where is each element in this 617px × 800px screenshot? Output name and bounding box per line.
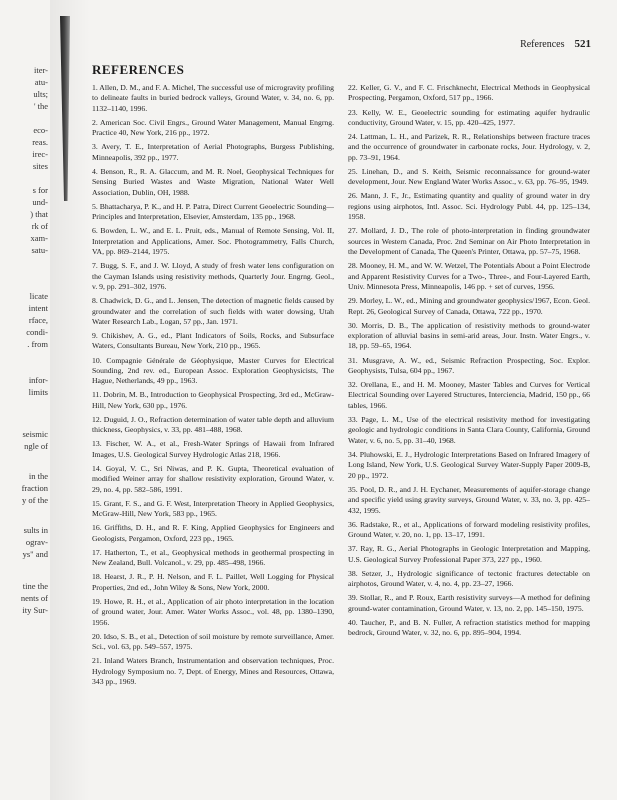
reference-entry: 28. Mooney, H. M., and W. W. Wetzel, The Potentials About a Point Electrode and Apparent Resistivity Curves for a Two-, Three-, and Four-Layered Earth, Univ. Minnesota Press, Minneapolis, 146 pp. + set of curves, 1956. [348,261,590,292]
reference-entry: 34. Pluhowski, E. J., Hydrologic Interpretations Based on Infrared Imagery of Long Island, New York, U.S. Geological Survey Water-Supply Paper 2009-B, 20 pp., 1972. [348,449,590,480]
reference-entry: 25. Linehan, D., and S. Keith, Seismic reconnaissance for ground-water development, Jour. New England Water Works Assoc., v. 63, pp. 76–95, 1949. [348,166,590,187]
gutter-shadow [50,0,90,800]
facing-page-fragment: rface, [28,315,48,325]
facing-page-fragment: ys" and [22,549,48,559]
reference-entry: 30. Morris, D. B., The application of resistivity methods to ground-water exploration of alluvial basins in semi-arid areas, Jour. Instn. Water Engrs., v. 18, pp. 59–65, 1964. [348,320,590,351]
reference-entry: 2. American Soc. Civil Engrs., Ground Water Management, Manual Engrng. Practice 40, New York, 216 pp., 1972. [92,117,334,138]
reference-entry: 10. Compagnie Générale de Géophysique, Master Curves for Electrical Sounding, 2nd rev. ed., European Assoc. Exploration Geophysicists, The Hague, Netherlands, 49 pp., 1963. [92,355,334,386]
reference-entry: 29. Morley, L. W., ed., Mining and groundwater geophysics/1967, Econ. Geol. Rept. 26, Geological Survey of Canada, Ottawa, 722 pp., 1970. [348,296,590,316]
reference-entry: 1. Allen, D. M., and F. A. Michel, The successful use of microgravity profiling to delineate faults in buried bedrock valleys, Ground Water, v. 34, no. 6, pp. 1132–1140, 1996. [92,83,334,113]
section-title: REFERENCES [92,62,185,77]
reference-entry: 33. Page, L. M., Use of the electrical resistivity method for investigating geologic and hydrologic conditions in Santa Clara County, California, Ground Water, v. 6, no. 5, pp. 31–40, 1968. [348,414,590,445]
facing-page-fragment: atu- [34,77,48,87]
facing-page-fragment: nents of [20,593,48,603]
reference-entry: 20. Idso, S. B., et al., Detection of soil moisture by remote surveillance, Amer. Sci., vol. 63, pp. 549–557, 1975. [92,631,334,652]
reference-entry: 17. Hatherton, T., et al., Geophysical methods in geothermal prospecting in New Zealand, Bull. Volcanol., v. 29, pp. 485–498, 1966. [92,547,334,568]
reference-entry: 21. Inland Waters Branch, Instrumentation and observation techniques, Proc. Hydrology Symposium no. 7, Dept. of Energy, Mines and Resources, Ottawa, 343 pp., 1969. [92,656,334,687]
reference-entry: 5. Bhattacharya, P. K., and H. P. Patra, Direct Current Geoelectric Sounding—Principles and Interpretation, Elsevier, Amsterdam, 135 pp., 1968. [92,201,334,222]
reference-entry: 9. Chikishev, A. G., ed., Plant Indicators of Soils, Rocks, and Subsurface Waters, Consultants Bureau, New York, 210 pp., 1965. [92,331,334,351]
reference-entry: 23. Kelly, W. E., Geoelectric sounding for estimating aquifer hydraulic conductivity, Ground Water, v. 15, pp. 420–425, 1977. [348,107,590,127]
facing-page-fragment: ngle of [24,441,48,451]
reference-entry: 39. Stollar, R., and P. Roux, Earth resistivity surveys—A method for defining ground-water contamination, Ground Water, v. 13, no. 2, pp. 145–150, 1975. [348,593,590,613]
facing-page-fragment: satu- [31,245,48,255]
facing-page-fragment: s for [32,185,48,195]
references-column-right [348,83,590,642]
reference-entry: 19. Howe, R. H., et al., Application of air photo interpretation in the location of ground water, Jour. Amer. Water Works Assoc., vol. 48, pp. 1380–1390, 1956. [92,596,334,627]
facing-page-fragment: ' the [33,101,48,111]
facing-page-fragment: eco- [33,125,48,135]
running-header [520,38,591,50]
facing-page-fragment: fraction [21,483,48,493]
reference-entry: 7. Bugg, S. F., and J. W. Lloyd, A study of fresh water lens configuration on the Cayman Islands using resistivity methods, Quarterly Jour. Engrng. Geol., v. 9, pp. 291–302, 1976. [92,261,334,292]
facing-page-fragment: reas. [32,137,48,147]
reference-entry: 27. Mollard, J. D., The role of photo-interpretation in finding groundwater sources in Western Canada, Proc. 2nd Seminar on Air Photo Interpretation in the Development of Canada, The Queen's Printer, Ottawa, pp. 57–75, 1968. [348,226,590,257]
facing-page-fragment: und- [32,197,48,207]
facing-page-fragment: iter- [34,65,48,75]
reference-entry: 35. Pool, D. R., and J. H. Eychaner, Measurements of aquifer-storage change and specific yield using gravity surveys, Ground Water, v. 33, no. 3, pp. 425–432, 1995. [348,484,590,515]
reference-entry: 38. Setzer, J., Hydrologic significance of tectonic fractures detectable on airphotos, Ground Water, v. 4, no. 4, pp. 23–27, 1966. [348,568,590,589]
facing-page-fragment: y of the [22,495,48,505]
reference-entry: 36. Radstake, R., et al., Applications of forward modeling resistivity profiles, Ground Water, v. 20, no. 1, pp. 13–17, 1991. [348,519,590,540]
references-column-left [92,83,334,691]
facing-page-fragment: rk of [31,221,48,231]
facing-page-fragment: limits [28,387,48,397]
facing-page-fragment: xam- [30,233,48,243]
reference-entry: 40. Taucher, P., and B. N. Fuller, A refraction statistics method for mapping bedrock, Ground Water, v. 32, no. 6, pp. 895–904, 1994. [348,617,590,638]
reference-entry: 8. Chadwick, D. G., and L. Jensen, The detection of magnetic fields caused by groundwater and the correlation of such fields with water dowsing, Utah Water Research Lab., Logan, 57 pp., Jan. 1971. [92,296,334,326]
reference-entry: 6. Bowden, L. W., and E. L. Pruit, eds., Manual of Remote Sensing, Vol. II, Interpretation and Applications, Amer. Soc. Photogrammetry, Falls Church, VA, pp. 869–2144, 1975. [92,226,334,257]
page-number: 521 [574,38,591,50]
facing-page-fragment: ults; [33,89,48,99]
facing-page-fragment: intent [28,303,48,313]
reference-entry: 26. Mann, J. F., Jr., Estimating quantity and quality of ground water in dry regions using airphotos, Intl. Assoc. Sci. Hydrology Publ. 44, pp. 125–134, 1958. [348,191,590,222]
reference-entry: 3. Avery, T. E., Interpretation of Aerial Photographs, Burgess Publishing, Minneapolis, 392 pp., 1977. [92,142,334,162]
facing-page-fragment: sults in [23,525,48,535]
facing-page-fragment: in the [28,471,48,481]
reference-entry: 32. Orellana, E., and H. M. Mooney, Master Tables and Curves for Vertical Electrical Sounding over Layered Structures, Interciencia, Madrid, 150 pp., 66 tables, 1966. [348,380,590,410]
facing-page-fragment: sites [32,161,48,171]
facing-page-fragment: condi- [26,327,48,337]
reference-entry: 24. Lattman, L. H., and Parizek, R. R., Relationships between fracture traces and the occurrence of groundwater in carbonate rocks, Jour. Hydrology, v. 2, pp. 73–91, 1964. [348,132,590,162]
reference-entry: 4. Benson, R., R. A. Glaccum, and M. R. Noel, Geophysical Techniques for Sensing Buried Wastes and Waste Migration, National Water Well Association, Dublin, OH, 1988. [92,166,334,197]
reference-entry: 15. Grant, F. S., and G. F. West, Interpretation Theory in Applied Geophysics, McGraw-Hill, New York, 583 pp., 1965. [92,498,334,519]
facing-page-fragment: ity Sur- [22,605,48,615]
reference-entry: 13. Fischer, W. A., et al., Fresh-Water Springs of Hawaii from Infrared Images, U.S. Geological Survey Hydrologic Atlas 218, 1966. [92,439,334,459]
facing-page-fragment: irec- [32,149,48,159]
facing-page-fragments [0,0,52,800]
reference-entry: 11. Dobrin, M. B., Introduction to Geophysical Prospecting, 3rd ed., McGraw-Hill, New York, 630 pp., 1976. [92,390,334,410]
reference-entry: 18. Hearst, J. R., P. H. Nelson, and F. L. Paillet, Well Logging for Physical Properties, 2nd ed., John Wiley & Sons, New York, 2000. [92,572,334,592]
reference-entry: 14. Goyal, V. C., Sri Niwas, and P. K. Gupta, Theoretical evaluation of modified Weiner array for shallow resistivity exploration, Ground Water, v. 29, no. 4, pp. 582–586, 1991. [92,463,334,494]
reference-entry: 16. Griffiths, D. H., and R. F. King, Applied Geophysics for Engineers and Geologists, Pergamon, Oxford, 223 pp., 1965. [92,523,334,543]
facing-page-fragment: infor- [28,375,48,385]
facing-page-fragment: ) that [30,209,48,219]
facing-page-fragment: ograv- [25,537,48,547]
facing-page-fragment: . from [27,339,48,349]
running-header-section: References [520,39,565,50]
reference-entry: 31. Musgrave, A. W., ed., Seismic Refraction Prospecting, Soc. Explor. Geophysists, Tulsa, 604 pp., 1967. [348,355,590,375]
reference-entry: 12. Duguid, J. O., Refraction determination of water table depth and alluvium thickness, Geophysics, v. 33, pp. 481–488, 1968. [92,414,334,435]
reference-entry: 37. Ray, R. G., Aerial Photographs in Geologic Interpretation and Mapping, U.S. Geological Survey Professional Paper 373, 227 pp., 1960. [348,544,590,564]
facing-page-fragment: licate [29,291,48,301]
reference-entry: 22. Keller, G. V., and F. C. Frischknecht, Electrical Methods in Geophysical Prospecting, Pergamon, Oxford, 517 pp., 1966. [348,83,590,103]
facing-page-fragment: seismic [22,429,48,439]
facing-page-fragment: tine the [22,581,48,591]
